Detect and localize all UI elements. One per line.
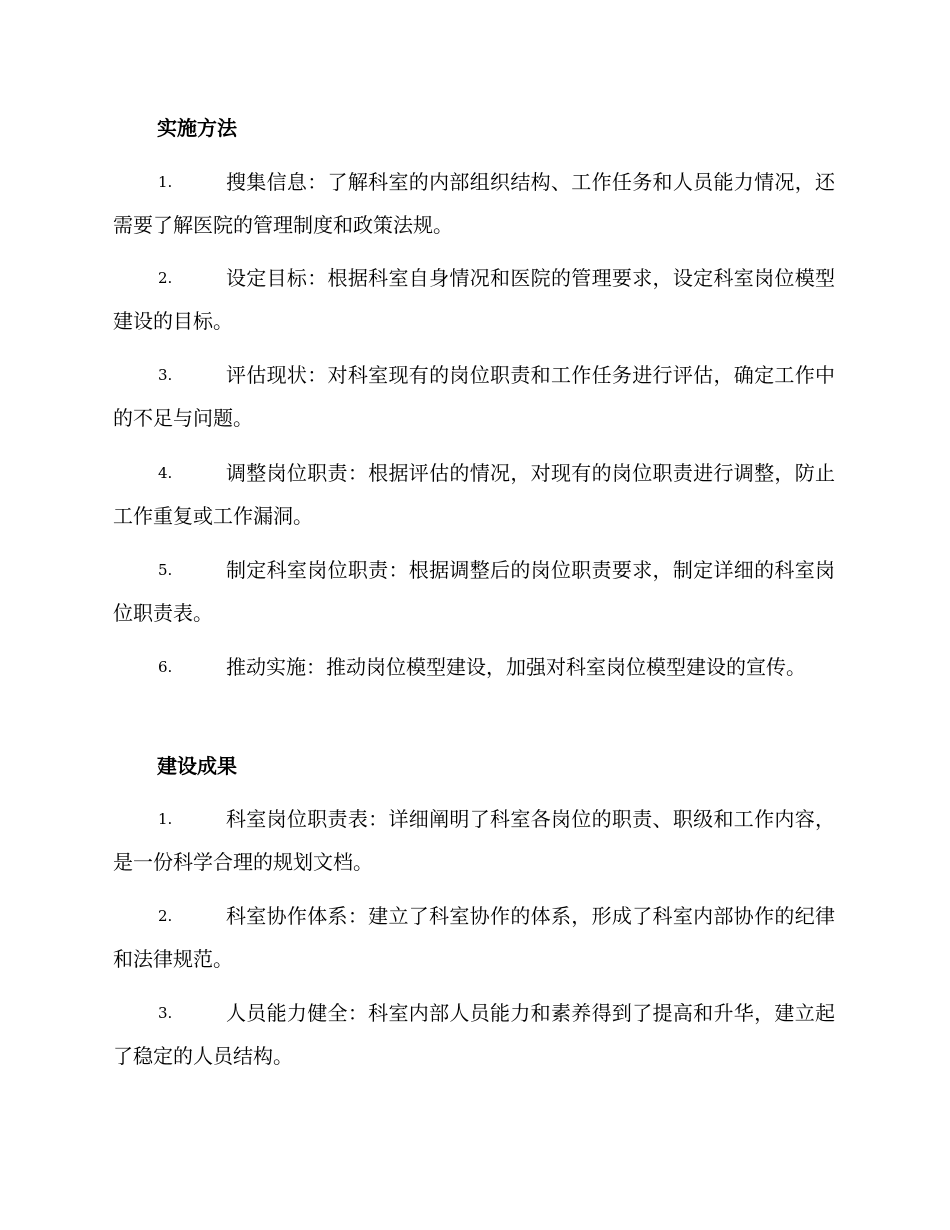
list-item-number: 6. — [158, 658, 173, 676]
list-item-text: 设定目标：根据科室自身情况和医院的管理要求，设定科室岗位模型建设的目标。 — [113, 266, 835, 333]
list-item-text: 搜集信息：了解科室的内部组织结构、工作任务和人员能力情况，还需要了解医院的管理制度和政策法规。 — [113, 170, 835, 237]
list-item-text: 科室岗位职责表：详细阐明了科室各岗位的职责、职级和工作内容，是一份科学合理的规划文档。 — [113, 807, 835, 874]
list-item — [113, 549, 835, 635]
list-item-text: 科室协作体系：建立了科室协作的体系，形成了科室内部协作的纪律和法律规范。 — [113, 904, 835, 971]
list-item-text: 人员能力健全：科室内部人员能力和素养得到了提高和升华，建立起了稳定的人员结构。 — [113, 1001, 835, 1068]
list-item-text: 评估现状：对科室现有的岗位职责和工作任务进行评估，确定工作中的不足与问题。 — [113, 363, 835, 430]
list-item-number: 1. — [158, 810, 173, 828]
list-item — [113, 354, 835, 440]
list-item-text: 制定科室岗位职责：根据调整后的岗位职责要求，制定详细的科室岗位职责表。 — [113, 558, 835, 625]
list-item-number: 2. — [158, 907, 173, 925]
list-item-number: 2. — [158, 269, 173, 287]
list-item — [113, 992, 835, 1078]
list-item — [113, 452, 835, 538]
section-heading-implementation-methods: 实施方法 — [157, 116, 237, 140]
list-item — [113, 895, 835, 981]
list-item-text: 调整岗位职责：根据评估的情况，对现有的岗位职责进行调整，防止工作重复或工作漏洞。 — [113, 461, 835, 528]
list-item — [113, 257, 835, 343]
list-item — [113, 798, 835, 884]
list-item — [113, 646, 835, 689]
list-item — [113, 161, 835, 247]
list-item-number: 4. — [158, 464, 173, 482]
list-item-number: 3. — [158, 1004, 173, 1022]
section-heading-construction-results: 建设成果 — [157, 754, 237, 778]
list-item-number: 3. — [158, 366, 173, 384]
list-item-text: 推动实施：推动岗位模型建设，加强对科室岗位模型建设的宣传。 — [226, 655, 806, 679]
list-item-number: 5. — [158, 561, 173, 579]
list-item-number: 1. — [158, 173, 173, 191]
